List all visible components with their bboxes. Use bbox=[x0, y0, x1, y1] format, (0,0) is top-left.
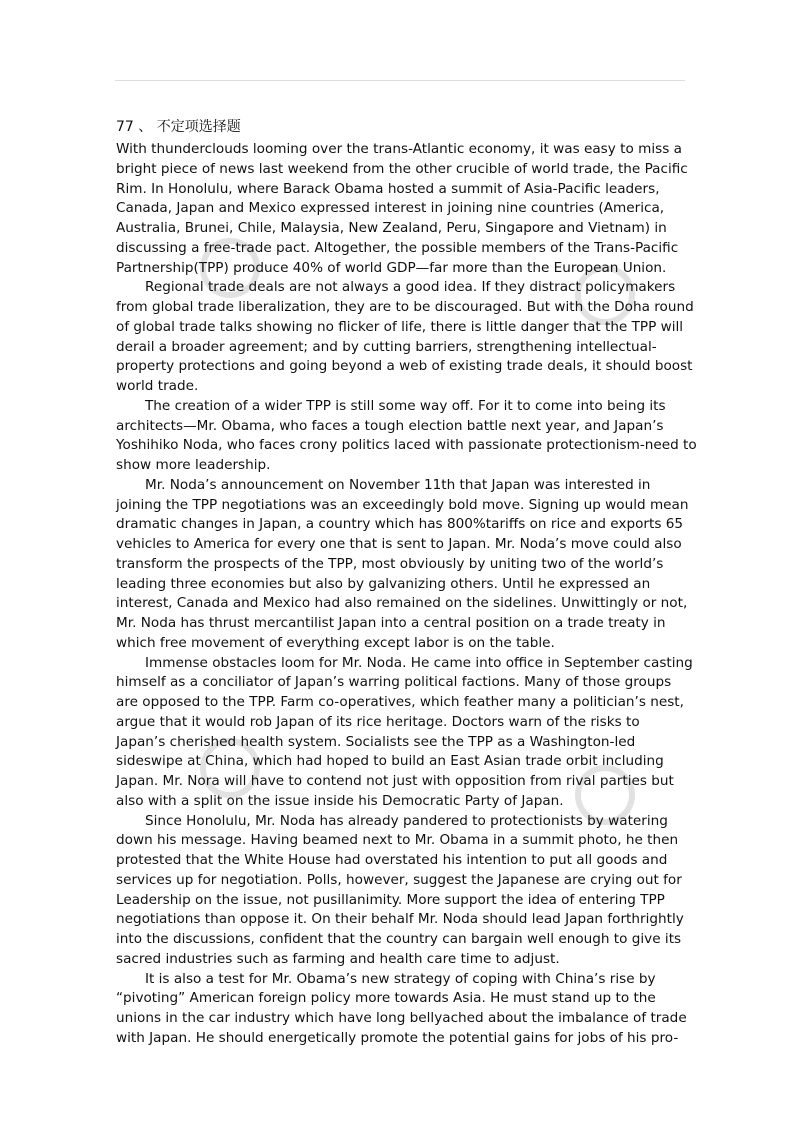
document-body bbox=[116, 117, 697, 1049]
passage-line: joining the TPP negotiations was an exceedingly bold move. Signing up would mean bbox=[116, 496, 689, 513]
passage-line: property protections and going beyond a web of existing trade deals, it should boost bbox=[116, 358, 693, 375]
passage-line: It is also a test for Mr. Obama’s new strategy of coping with China’s rise by bbox=[145, 970, 656, 987]
passage-line: leading three economies but also by galvanizing others. Until he expressed an bbox=[116, 575, 651, 592]
passage-line: Since Honolulu, Mr. Noda has already pandered to protectionists by watering bbox=[145, 812, 668, 829]
passage-line: Australia, Brunei, Chile, Malaysia, New Zealand, Peru, Singapore and Vietnam) in bbox=[116, 220, 667, 236]
passage-line: “pivoting” American foreign policy more towards Asia. He must stand up to the bbox=[116, 990, 656, 1007]
passage-line: which free movement of everything except labor is on the table. bbox=[116, 634, 555, 651]
passage-line: Yoshihiko Noda, who faces crony politics laced with passionate protectionism-need to bbox=[116, 437, 697, 454]
passage-line: transform the prospects of the TPP, most obviously by uniting two of the world’s bbox=[116, 555, 664, 572]
passage-line: Canada, Japan and Mexico expressed interest in joining nine countries (America, bbox=[116, 200, 665, 217]
passage-line: also with a split on the issue inside his Democratic Party of Japan. bbox=[116, 792, 564, 809]
passage-line: derail a broader agreement; and by cutting barriers, strengthening intellectual- bbox=[116, 338, 657, 355]
passage-line: Rim. In Honolulu, where Barack Obama hosted a summit of Asia-Pacific leaders, bbox=[116, 180, 660, 197]
passage-line: architects—Mr. Obama, who faces a tough election battle next year, and Japan’s bbox=[116, 417, 664, 434]
passage-line: services up for negotiation. Polls, however, suggest the Japanese are crying out for bbox=[116, 871, 682, 888]
passage-line: bright piece of news last weekend from the other crucible of world trade, the Pacific bbox=[116, 160, 688, 177]
question-type: 不定项选择题 bbox=[156, 119, 241, 135]
passage-line: interest, Canada and Mexico had also remained on the sidelines. Unwittingly or not, bbox=[116, 595, 688, 612]
passage-line: sacred industries such as farming and health care time to adjust. bbox=[116, 950, 560, 967]
passage-line: Mr. Noda has thrust mercantilist Japan into a central position on a trade treaty in bbox=[116, 615, 666, 631]
passage-line: show more leadership. bbox=[116, 457, 271, 473]
question-separator: 、 bbox=[138, 119, 153, 135]
passage-line: Immense obstacles loom for Mr. Noda. He came into office in September casting bbox=[145, 654, 693, 671]
passage-line: Leadership on the issue, not pusillanimity. More support the idea of entering TPP bbox=[116, 891, 665, 908]
passage-line: vehicles to America for every one that is sent to Japan. Mr. Noda’s move could also bbox=[116, 536, 682, 552]
passage-line: from global trade liberalization, they are to be discouraged. But with the Doha round bbox=[116, 299, 694, 315]
header-rule bbox=[115, 80, 685, 81]
passage-line: with Japan. He should energetically promote the potential gains for jobs of his pro- bbox=[116, 1029, 679, 1046]
question-header bbox=[116, 117, 688, 137]
passage-line: Japan. Mr. Nora will have to contend not just with opposition from rival parties but bbox=[116, 773, 674, 789]
passage-line: of global trade talks showing no flicker of life, there is little danger that the TPP will bbox=[116, 318, 684, 335]
passage-line: unions in the car industry which have long bellyached about the imbalance of trade bbox=[116, 1010, 687, 1026]
passage-line: dramatic changes in Japan, a country which has 800%tariffs on rice and exports 65 bbox=[116, 516, 684, 533]
passage-line: Regional trade deals are not always a good idea. If they distract policymakers bbox=[145, 279, 676, 296]
passage-line: discussing a free-trade pact. Altogether, the possible members of the Trans-Pacific bbox=[116, 239, 679, 256]
passage-line: himself as a conciliator of Japan’s warring political factions. Many of those groups bbox=[116, 674, 672, 691]
passage-line: protested that the White House had overstated his intention to put all goods and bbox=[116, 852, 668, 868]
passage-line: down his message. Having beamed next to Mr. Obama in a summit photo, he then bbox=[116, 832, 679, 849]
passage-line: Partnership(TPP) produce 40% of world GDP—far more than the European Union. bbox=[116, 259, 667, 276]
passage bbox=[116, 140, 697, 1049]
passage-line: world trade. bbox=[116, 378, 199, 394]
passage-line: negotiations than oppose it. On their behalf Mr. Noda should lead Japan forthrightly bbox=[116, 911, 684, 928]
passage-line: With thunderclouds looming over the trans-Atlantic economy, it was easy to miss a bbox=[116, 141, 682, 157]
passage-line: argue that it would rob Japan of its rice heritage. Doctors warn of the risks to bbox=[116, 713, 640, 730]
passage-line: into the discussions, confident that the country can bargain well enough to give its bbox=[116, 931, 682, 947]
passage-line: The creation of a wider TPP is still some way off. For it to come into being its bbox=[145, 397, 666, 414]
question-number: 77 bbox=[116, 119, 134, 135]
passage-line: Japan’s cherished health system. Socialists see the TPP as a Washington-led bbox=[116, 733, 636, 750]
passage-line: sideswipe at China, which had hoped to build an East Asian trade orbit including bbox=[116, 753, 664, 770]
passage-line: Mr. Noda’s announcement on November 11th that Japan was interested in bbox=[145, 476, 651, 493]
passage-line: are opposed to the TPP. Farm co-operatives, which feather many a politician’s nest, bbox=[116, 694, 684, 710]
